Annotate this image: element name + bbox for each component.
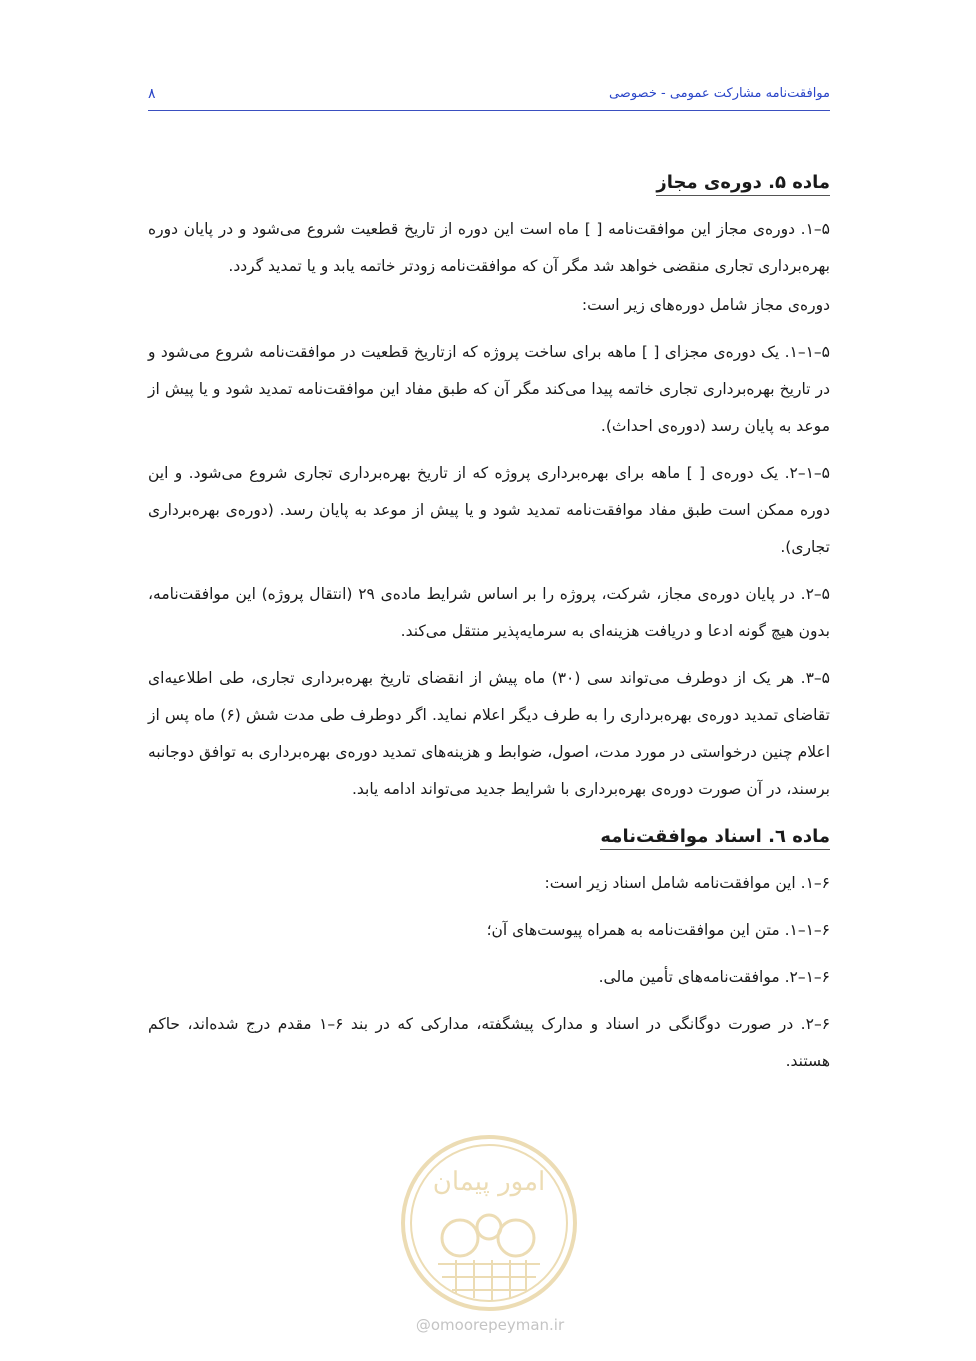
article-6-heading: ماده ٦. اسناد موافقت‌نامه [148, 826, 830, 847]
clause-6-1: ۶–۱. این موافقت‌نامه شامل اسناد زیر است: [544, 874, 830, 892]
clause-6-2: ۶–۲. در صورت دوگانگی در اسناد و مدارک پیشگفته، مدارکی که در بند ۶–۱ مقدم درج شده‌اند، حاکم هستند. [148, 1015, 831, 1070]
clause-5-1-intro: دوره‌ی مجاز شامل دوره‌های زیر است: [581, 296, 830, 314]
clause-5-1: ۵–۱. دوره‌ی مجاز این موافقت‌نامه [ ] ماه است این دوره از تاریخ قطعیت شروع می‌شود و در پایان دوره بهره‌برداری تجاری منقضی خواهد شد مگر آن که موافقت‌نامه زودتر خاتمه یابد و یا تمدید گردد. [148, 220, 830, 275]
article-5-heading: ماده ۵. دوره‌ی مجاز [148, 172, 830, 193]
page-content [148, 172, 830, 1090]
clause-6-1-2: ۶–۱–۲. موافقت‌نامه‌های تأمین مالی. [598, 968, 830, 986]
watermark-seal-logo [398, 1132, 580, 1314]
clause-6-1-1: ۶–۱–۱. متن این موافقت‌نامه به همراه پیوست‌های آن؛ [486, 921, 830, 939]
clause-5-2: ۵–۲. در پایان دوره‌ی مجاز، شرکت، پروژه را بر اساس شرایط ماده‌ی ۲۹ (انتقال پروژه) این موافقت‌نامه، بدون هیچ گونه ادعا و دریافت هزینه‌ای به سرمایه‌پذیر منتقل می‌کند. [148, 585, 830, 640]
page-header [148, 84, 830, 111]
page-number: ۸ [148, 86, 156, 102]
clause-5-3: ۵–۳. هر یک از دوطرف می‌تواند سی (۳۰) ماه پیش از انقضای تاریخ بهره‌برداری تجاری، طی اطلاعیه‌ای تقاضای تمدید دوره‌ی بهره‌برداری را به طرف دیگر اعلام نماید. اگر دوطرف طی مدت شش (۶) ماه پس از اعلام چنین درخواستی در مورد مدت، اصول، ضوابط و هزینه‌های تمدید دوره‌ی بهره‌برداری به توافق دوجانبه برسند، در آن صورت دوره‌ی بهره‌برداری با شرایط جدید می‌تواند ادامه یابد. [148, 669, 830, 798]
clause-5-1-1: ۵–۱–۱. یک دوره‌ی مجزای [ ] ماهه برای ساخت پروژه که ازتاریخ قطعیت در موافقت‌نامه شروع می‌شود و در تاریخ بهره‌برداری تجاری خاتمه پیدا می‌کند مگر آن که طبق مفاد این موافقت‌نامه تمدید شود و یا پیش از موعد به پایان رسد (دوره‌ی احداث). [148, 343, 830, 435]
clause-5-1-2: ۵–۱–۲. یک دوره‌ی [ ] ماهه برای بهره‌برداری پروژه که از تاریخ بهره‌برداری تجاری شروع می‌شود. و این دوره ممکن است طبق مفاد موافقت‌نامه تمدید شود و یا پیش از موعد به پایان رسد. (دوره‌ی بهره‌برداری تجاری). [148, 464, 830, 556]
seal-text: امور پیمان [432, 1167, 546, 1197]
watermark-url: @omoorepeyman.ir [415, 1316, 565, 1334]
document-title: موافقت‌نامه مشارکت عمومی - خصوصی [608, 86, 830, 101]
